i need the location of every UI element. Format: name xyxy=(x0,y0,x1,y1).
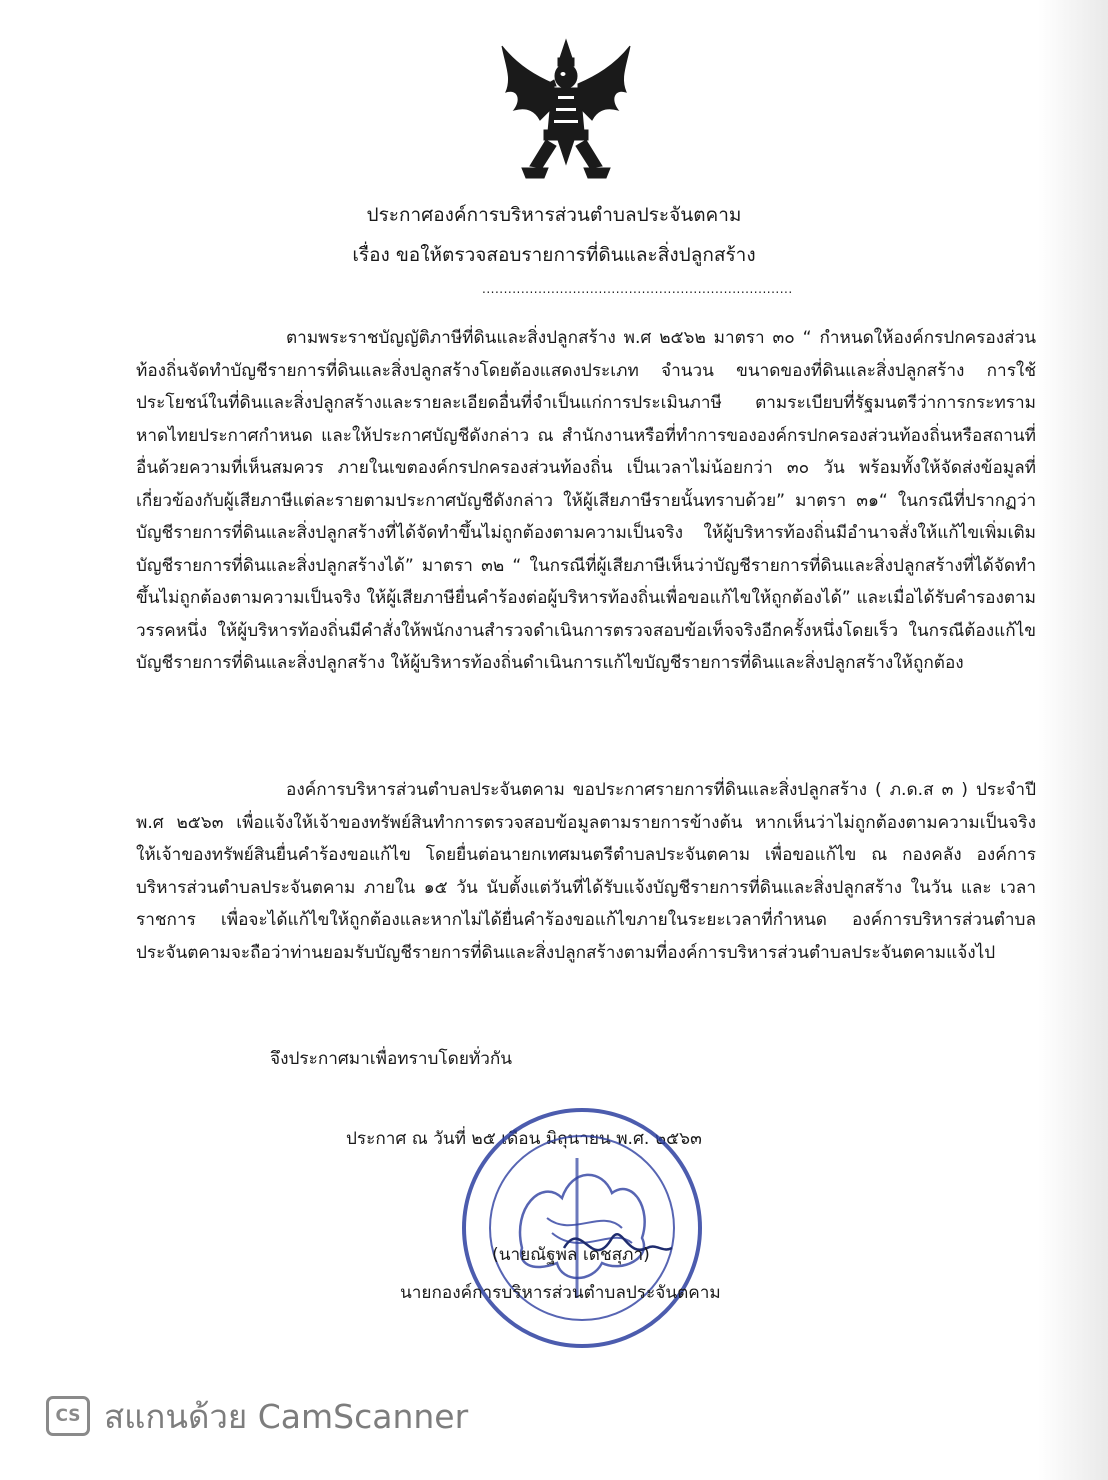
camscanner-label: สแกนด้วย CamScanner xyxy=(104,1396,469,1436)
camscanner-watermark xyxy=(46,1394,468,1438)
body-paragraph-1: ตามพระราชบัญญัติภาษีที่ดินและสิ่งปลูกสร้าง พ.ศ ๒๕๖๒ มาตรา ๓๐ “ กำหนดให้องค์กรปกครองส่วนท้องถิ่นจัดทำบัญชีรายการที่ดินและสิ่งปลูกสร้างโดยต้องแสดงประเภท จำนวน ขนาดของที่ดินและสิ่งปลูกสร้าง การใช้ประโยชน์ในที่ดินและสิ่งปลูกสร้างและรายละเอียดอื่นที่จำเป็นแก่การประเมินภาษี ตามระเบียบที่รัฐมนตรีว่าการกระทรามหาดไทยประกาศกำหนด และให้ประกาศบัญชีดังกล่าว ณ สำนักงานหรือที่ทำการขององค์กรปกครองส่วนท้องถิ่นหรือสถานที่อื่นด้วยความที่เห็นสมควร ภายในเขตองค์กรปกครองส่วนท้องถิ่น เป็นเวลาไม่น้อยกว่า ๓๐ วัน พร้อมทั้งให้จัดส่งข้อมูลที่เกี่ยวข้องกับผู้เสียภาษีแต่ละรายตามประกาศบัญชีดังกล่าว ให้ผู้เสียภาษีรายนั้นทราบด้วย” มาตรา ๓๑“ ในกรณีที่ปรากฏว่าบัญชีรายการที่ดินและสิ่งปลูกสร้างที่ได้จัดทำขึ้นไม่ถูกต้องตามความเป็นจริง ให้ผู้บริหารท้องถิ่นมีอำนาจสั่งให้แก้ไขเพิ่มเติมบัญชีรายการที่ดินและสิ่งปลูกสร้างได้” มาตรา ๓๒ “ ในกรณีที่ผู้เสียภาษีเห็นว่าบัญชีรายการที่ดินและสิ่งปลูกสร้างที่ได้จัดทำขึ้นไม่ถูกต้องตามความเป็นจริง ให้ผู้เสียภาษียื่นคำร้องต่อผู้บริหารท้องถิ่นเพื่อขอแก้ไขให้ถูกต้องได้” และเมื่อได้รับคำรองตามวรรคหนึ่ง ให้ผู้บริหารท้องถิ่นมีคำสั่งให้พนักงานสำรวจดำเนินการตรวจสอบข้อเท็จจริงอีกครั้งหนึ่งโดยเร็ว ในกรณีต้องแก้ไขบัญชีรายการที่ดินและสิ่งปลูกสร้าง ให้ผู้บริหารท้องถิ่นดำเนินการแก้ไขบัญชีรายการที่ดินและสิ่งปลูกสร้างให้ถูกต้อง xyxy=(136,328,1036,673)
garuda-emblem-icon xyxy=(496,36,636,186)
signer-name: (นายณัฐพล เดชสุภา) xyxy=(492,1245,650,1265)
announcement-subject: เรื่อง ขอให้ตรวจสอบรายการที่ดินและสิ่งปลูกสร้าง xyxy=(352,244,756,266)
official-seal-icon xyxy=(452,1098,712,1358)
closing-announcement: จึงประกาศมาเพื่อทราบโดยทั่วกัน xyxy=(270,1049,513,1069)
camscanner-logo-icon: CS xyxy=(46,1396,90,1436)
signer-title: นายกองค์การบริหารส่วนตำบลประจันตคาม xyxy=(400,1283,721,1303)
announcement-title: ประกาศองค์การบริหารส่วนตำบลประจันตคาม xyxy=(366,204,742,226)
body-paragraph-2: องค์การบริหารส่วนตำบลประจันตคาม ขอประกาศรายการที่ดินและสิ่งปลูกสร้าง ( ภ.ด.ส ๓ ) ประจำปี พ.ศ ๒๕๖๓ เพื่อแจ้งให้เจ้าของทรัพย์สินทำการตรวจสอบข้อมูลตามรายการข้างต้น หากเห็นว่าไม่ถูกต้องตามความเป็นจริง ให้เจ้าของทรัพย์สินยื่นคำร้องขอแก้ไข โดยยื่นต่อนายกเทศมนตรีตำบลประจันตคาม เพื่อขอแก้ไข ณ กองคลัง องค์การบริหารส่วนตำบลประจันตคาม ภายใน ๑๕ วัน นับตั้งแต่วันที่ได้รับแจ้งบัญชีรายการที่ดินและสิ่งปลูกสร้าง ในวัน และ เวลา ราชการ เพื่อจะได้แก้ไขให้ถูกต้องและหากไม่ได้ยื่นคำร้องขอแก้ไขภายในระยะเวลาที่กำหนด องค์การบริหารส่วนตำบลประจันตคามจะถือว่าท่านยอมรับบัญชีรายการที่ดินและสิ่งปลูกสร้างตามที่องค์การบริหารส่วนตำบลประจันตคามแจ้งไป xyxy=(136,780,1036,963)
announcement-date: ประกาศ ณ วันที่ ๒๕ เดือน มิถุนายน พ.ศ. ๒๕๖๓ xyxy=(346,1129,702,1149)
divider-dots: ........................................................................ xyxy=(482,282,793,296)
